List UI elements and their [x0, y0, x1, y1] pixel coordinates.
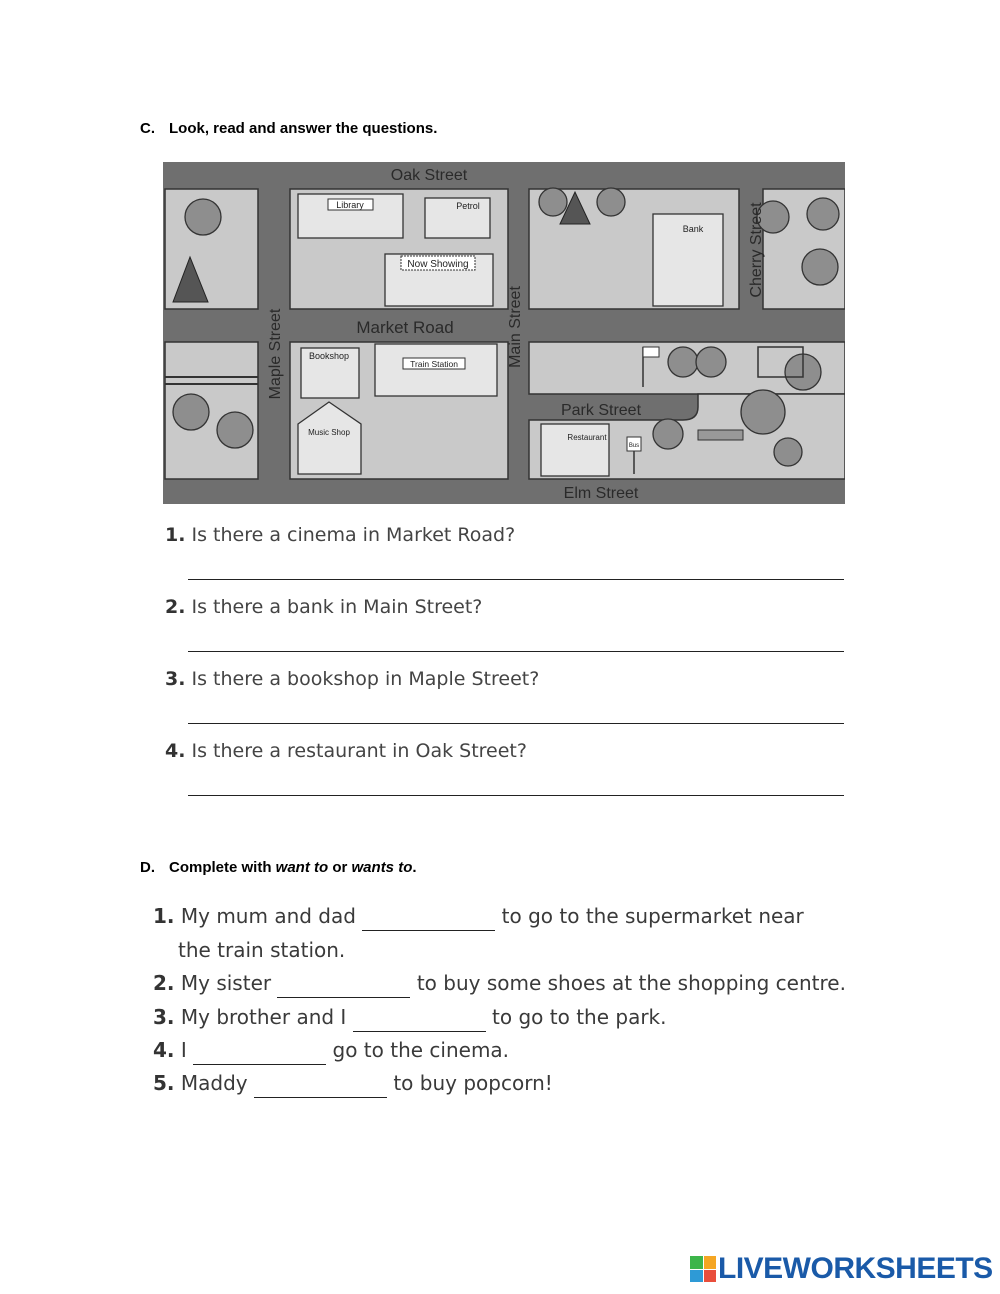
- sentence-number: 4.: [153, 1038, 175, 1062]
- street-oak: Oak Street: [390, 167, 468, 184]
- restaurant-building: [541, 424, 609, 476]
- tree-icon: [539, 188, 567, 216]
- sentence-before: My mum and dad: [180, 904, 356, 928]
- street-elm: Elm Street: [563, 485, 639, 502]
- logo-block: [704, 1270, 717, 1283]
- sentence-continuation: the train station.: [178, 938, 346, 962]
- section-c-title: [140, 120, 437, 137]
- sentence-before: Maddy: [180, 1071, 248, 1095]
- tree-icon: [653, 419, 683, 449]
- tree-icon: [597, 188, 625, 216]
- answer-input-2[interactable]: [188, 625, 844, 652]
- question-text: Is there a bank in Main Street?: [191, 596, 483, 618]
- restaurant-label: Restaurant: [567, 433, 607, 442]
- street-cherry: Cherry Street: [748, 202, 765, 298]
- section-d-mid: or: [328, 859, 352, 876]
- tree-icon: [807, 198, 839, 230]
- section-d-suffix: .: [412, 859, 417, 876]
- question-c-1: [165, 524, 515, 546]
- sentence-d-5: [153, 1071, 553, 1098]
- tree-icon: [696, 347, 726, 377]
- cinema-label: Now Showing: [407, 259, 469, 270]
- tree-icon: [173, 394, 209, 430]
- tree-icon: [185, 199, 221, 235]
- section-d-letter: D.: [140, 859, 155, 876]
- sentence-d-1: [153, 904, 804, 931]
- logo-block: [704, 1256, 717, 1269]
- sentence-number: 3.: [153, 1005, 175, 1029]
- logo-block: [690, 1270, 703, 1283]
- bank-label: Bank: [682, 224, 704, 234]
- sentence-before: I: [180, 1038, 187, 1062]
- tree-icon: [741, 390, 785, 434]
- blank-input-4[interactable]: [193, 1042, 326, 1065]
- logo-block: [690, 1256, 703, 1269]
- sentence-after: to go to the supermarket near: [501, 904, 804, 928]
- sentence-after: to buy popcorn!: [393, 1071, 553, 1095]
- section-d-prefix: Complete with: [169, 859, 276, 876]
- answer-input-4[interactable]: [188, 769, 844, 796]
- blank-input-3[interactable]: [353, 1009, 486, 1032]
- sentence-d-4: [153, 1038, 509, 1065]
- logo-blocks-icon: [690, 1256, 716, 1282]
- answer-input-1[interactable]: [188, 553, 844, 580]
- picnic-table-icon: [698, 430, 743, 440]
- tree-icon: [802, 249, 838, 285]
- question-number: 4.: [165, 740, 186, 762]
- question-text: Is there a restaurant in Oak Street?: [191, 740, 527, 762]
- bus-stop-label: Bus: [628, 443, 640, 449]
- street-maple: Maple Street: [267, 308, 284, 400]
- question-c-2: [165, 596, 482, 618]
- sentence-after: to buy some shoes at the shopping centre.: [416, 971, 846, 995]
- town-map: [163, 162, 845, 504]
- sentence-after: to go to the park.: [492, 1005, 667, 1029]
- sentence-d-2: [153, 971, 846, 998]
- flag-icon: [643, 347, 659, 357]
- music-shop-label: Music Shop: [308, 428, 350, 437]
- petrol-label: Petrol: [456, 201, 480, 211]
- section-d-option-2: wants to: [351, 859, 413, 876]
- sentence-number: 5.: [153, 1071, 175, 1095]
- section-d-option-1: want to: [275, 859, 329, 876]
- blank-input-1[interactable]: [362, 908, 495, 931]
- liveworksheets-logo: [690, 1252, 993, 1286]
- sentence-number: 2.: [153, 971, 175, 995]
- sentence-after: go to the cinema.: [332, 1038, 510, 1062]
- blank-input-5[interactable]: [254, 1075, 387, 1098]
- logo-text: LIVEWORKSHEETS: [718, 1252, 993, 1285]
- train-station-building: [375, 344, 497, 396]
- sentence-d-1-continued: [178, 938, 345, 962]
- question-text: Is there a cinema in Market Road?: [191, 524, 516, 546]
- sentence-d-3: [153, 1005, 667, 1032]
- tree-icon: [217, 412, 253, 448]
- street-park: Park Street: [560, 402, 642, 419]
- question-text: Is there a bookshop in Maple Street?: [191, 668, 540, 690]
- section-c-letter: C.: [140, 120, 155, 137]
- section-c-instruction: Look, read and answer the questions.: [169, 120, 438, 137]
- question-c-4: [165, 740, 527, 762]
- question-number: 3.: [165, 668, 186, 690]
- sentence-number: 1.: [153, 904, 175, 928]
- answer-input-3[interactable]: [188, 697, 844, 724]
- section-d-title: [140, 859, 417, 876]
- train-station-label: Train Station: [410, 359, 458, 369]
- street-main: Main Street: [507, 286, 524, 368]
- street-market: Market Road: [356, 318, 454, 337]
- sentence-before: My sister: [180, 971, 272, 995]
- tree-icon: [668, 347, 698, 377]
- sentence-before: My brother and I: [180, 1005, 347, 1029]
- question-number: 1.: [165, 524, 186, 546]
- library-label: Library: [336, 200, 364, 210]
- question-number: 2.: [165, 596, 186, 618]
- bookshop-label: Bookshop: [308, 351, 350, 361]
- blank-input-2[interactable]: [277, 975, 410, 998]
- tree-icon: [774, 438, 802, 466]
- question-c-3: [165, 668, 539, 690]
